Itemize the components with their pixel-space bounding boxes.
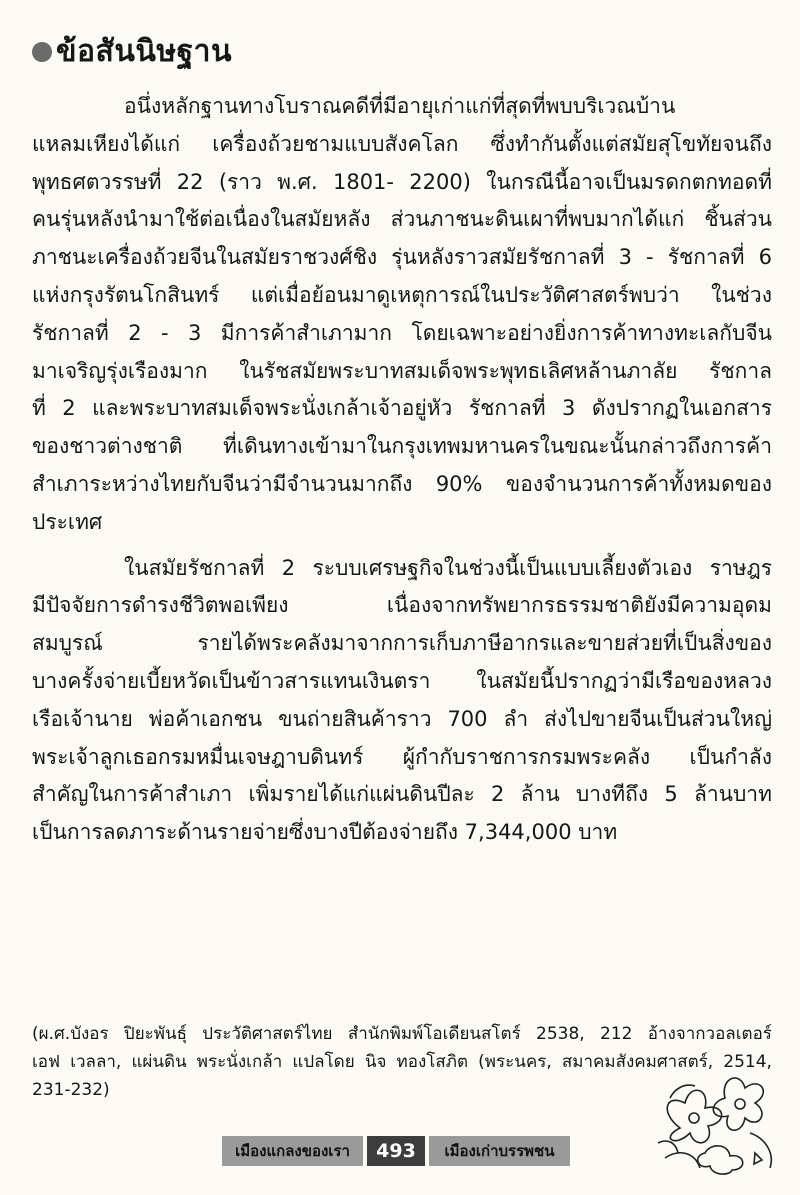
word: มีปัจจัยการดำรงชีวิตพอเพียง [32, 593, 289, 618]
text-line [32, 164, 772, 202]
word: อนึ่งหลักฐานทางโบราณคดีที่มีอายุเก่าแก่ที่สุดที่พบบริเวณบ้าน [124, 94, 676, 118]
word: สำคัญในการค้าสำเภา [32, 782, 233, 807]
word: สำเภาระหว่างไทยกับจีนว่ามีจำนวนมากถึง [32, 471, 413, 496]
word: พระเจ้าลูกเธอกรมหมื่นเจษฎาบดินทร์ [32, 744, 364, 769]
word: 6 [758, 245, 772, 270]
word: 3 [562, 396, 576, 421]
text-line: ประเทศ [32, 509, 103, 534]
word: เครื่องถ้วยชามแบบสังคโลก [212, 131, 459, 156]
text-line [32, 428, 772, 466]
word: ในช่วง [711, 282, 772, 307]
word: - [646, 245, 654, 270]
word: นิจ [364, 1052, 387, 1072]
word: เพิ่มรายได้แก่แผ่นดินปีละ [248, 782, 475, 807]
footer-chapter-title: เมืองเก่าบรรพชน [429, 1136, 570, 1166]
word: ของจำนวนการค้าทั้งหมดของ [505, 471, 772, 496]
word: 2 [128, 320, 142, 345]
word: 90% [435, 471, 483, 496]
word: (ราว [218, 169, 262, 194]
word: รุ่นหลังราวสมัยรัชกาลที่ [391, 245, 605, 270]
word: และพระบาทสมเด็จพระนั่งเกล้าเจ้าอยู่หัว [92, 396, 453, 421]
text-line [32, 353, 772, 391]
text-line [32, 201, 772, 239]
footer-book-title: เมืองแกลงของเรา [222, 1136, 363, 1166]
word: ลำ [503, 706, 529, 731]
word: 2514, [723, 1052, 772, 1072]
text-line [32, 390, 772, 428]
word: เนื่องจากทรัพยากรธรรมชาติยังมีความอุดม [386, 593, 772, 618]
word: พ่อค้าเอกชน [148, 706, 263, 731]
word: ส่วนภาชนะดินเผาที่พบมากได้แก่ [390, 207, 685, 232]
word: ซึ่งทำกันตั้งแต่สมัยสุโขทัยจนถึง [490, 131, 772, 156]
word: 2538, [536, 1024, 585, 1044]
word: มีการค้าสำเภามาก [220, 320, 393, 345]
word: (พระนคร, [478, 1052, 552, 1072]
word: ในรัชสมัยพระบาทสมเด็จพระพุทธเลิศหล้านภาลัย [239, 358, 678, 383]
word: แต่เมื่อย้อนมาดูเหตุการณ์ในประวัติศาสตร์พบว่า [250, 282, 680, 307]
word: คนรุ่นหลังนำมาใช้ต่อเนื่องในสมัยหลัง [32, 207, 371, 232]
word: ประวัติศาสตร์ไทย [202, 1024, 333, 1044]
text-line [32, 625, 772, 663]
bullet-icon [32, 42, 52, 62]
word: รัชกาลที่ [468, 396, 546, 421]
word: ภาชนะเครื่องถ้วยจีนในสมัยราชวงศ์ชิง [32, 245, 378, 270]
word: ผู้กำกับราชการกรมพระคลัง [402, 744, 651, 769]
word: สมาคมสังคมศาสตร์, [561, 1052, 714, 1072]
word: โดยเฉพาะอย่างยิ่งการค้าทางทะเลกับจีน [411, 320, 772, 345]
word: ล้าน [520, 782, 560, 807]
text-line [32, 88, 772, 126]
word: เป็นกำลัง [689, 744, 772, 769]
word: - [160, 320, 169, 345]
page-footer [222, 1136, 570, 1166]
section-heading [32, 28, 232, 75]
word: 2 [281, 555, 296, 580]
citation-line: 231-232) [32, 1080, 110, 1100]
word: บางครั้งจ่ายเบี้ยหวัดเป็นข้าวสารแทนเงินตรา [32, 668, 431, 693]
word: ขนถ่ายสินค้าราว [278, 706, 432, 731]
heading-text: ข้อสันนิษฐาน [56, 34, 233, 69]
text-line: เป็นการลดภาระด้านรายจ่ายซึ่งบางปีต้องจ่ายถึง 7,344,000 บาท [32, 820, 618, 845]
word: 1801- [332, 169, 394, 194]
word: ราษฎร [709, 555, 772, 580]
word: เอฟ [32, 1052, 61, 1072]
word: สำนักพิมพ์โอเดียนสโตร์ [347, 1024, 521, 1044]
word: ที่ [32, 396, 46, 421]
word: 212 [599, 1024, 633, 1044]
word: ล้านบาท [693, 782, 772, 807]
page-number: 493 [367, 1136, 425, 1166]
word: ที่เดินทางเข้ามาในกรุงเทพมหานครในขณะนั้นกล่าวถึงการค้า [223, 434, 772, 459]
text-line [32, 239, 772, 277]
flower-decoration-icon [650, 1058, 780, 1178]
text-line [32, 663, 772, 701]
text-line [32, 126, 772, 164]
text-line [32, 587, 772, 625]
word: แหลมเหียงได้แก่ [32, 131, 181, 156]
word: เรือเจ้านาย [32, 706, 133, 731]
word: รัชกาลที่ [667, 245, 745, 270]
word: พ.ศ. [277, 169, 318, 194]
text-line [32, 466, 772, 504]
word: 700 [447, 706, 488, 731]
word: 5 [664, 782, 678, 807]
text-line [32, 315, 772, 353]
word: ส่งไปขายจีนเป็นส่วนใหญ่ [544, 706, 772, 731]
word: แห่งกรุงรัตนโกสินทร์ [32, 282, 220, 307]
word: บางทีถึง [575, 782, 649, 807]
word: 22 [176, 169, 204, 194]
word: ชิ้นส่วน [704, 207, 772, 232]
text-line [32, 277, 772, 315]
body-text [32, 88, 772, 852]
text-line [32, 550, 772, 588]
word: 2200) [409, 169, 471, 194]
word: รัชกาล [709, 358, 772, 383]
text-line [32, 776, 772, 814]
word: พระนั่งเกล้า [196, 1052, 283, 1072]
word: ในสมัยนี้ปรากฏว่ามีเรือของหลวง [476, 668, 772, 693]
word: (ผ.ศ.บังอร [32, 1024, 109, 1044]
word: พุทธศตวรรษที่ [32, 169, 162, 194]
text-line [32, 701, 772, 739]
word: ดังปรากฏในเอกสาร [591, 396, 772, 421]
word: ในกรณีนี้อาจเป็นมรดกตกทอดที่ [486, 169, 772, 194]
word: รายได้พระคลังมาจากการเก็บภาษีอากรและขายส่วยที่เป็นสิ่งของ [197, 631, 772, 656]
word: ในสมัยรัชกาลที่ [124, 555, 265, 580]
word: 3 [618, 245, 632, 270]
word: 3 [187, 320, 202, 345]
word: มาเจริญรุ่งเรืองมาก [32, 358, 208, 383]
word: ของชาวต่างชาติ [32, 434, 183, 459]
word: ทองโสภิต [396, 1052, 469, 1072]
word: ระบบเศรษฐกิจในช่วงนี้เป็นแบบเลี้ยงตัวเอง [312, 555, 693, 580]
citation-line [32, 1020, 772, 1048]
word: เวลลา, [70, 1052, 122, 1072]
word: แผ่นดิน [131, 1052, 187, 1072]
word: 2 [62, 396, 76, 421]
word: แปลโดย [292, 1052, 355, 1072]
text-line [32, 739, 772, 777]
word: อ้างจากวอลเตอร์ [647, 1024, 772, 1044]
word: ปิยะพันธุ์ [123, 1024, 187, 1044]
word: สมบูรณ์ [32, 631, 103, 656]
word: 2 [491, 782, 505, 807]
word: รัชกาลที่ [32, 320, 109, 345]
